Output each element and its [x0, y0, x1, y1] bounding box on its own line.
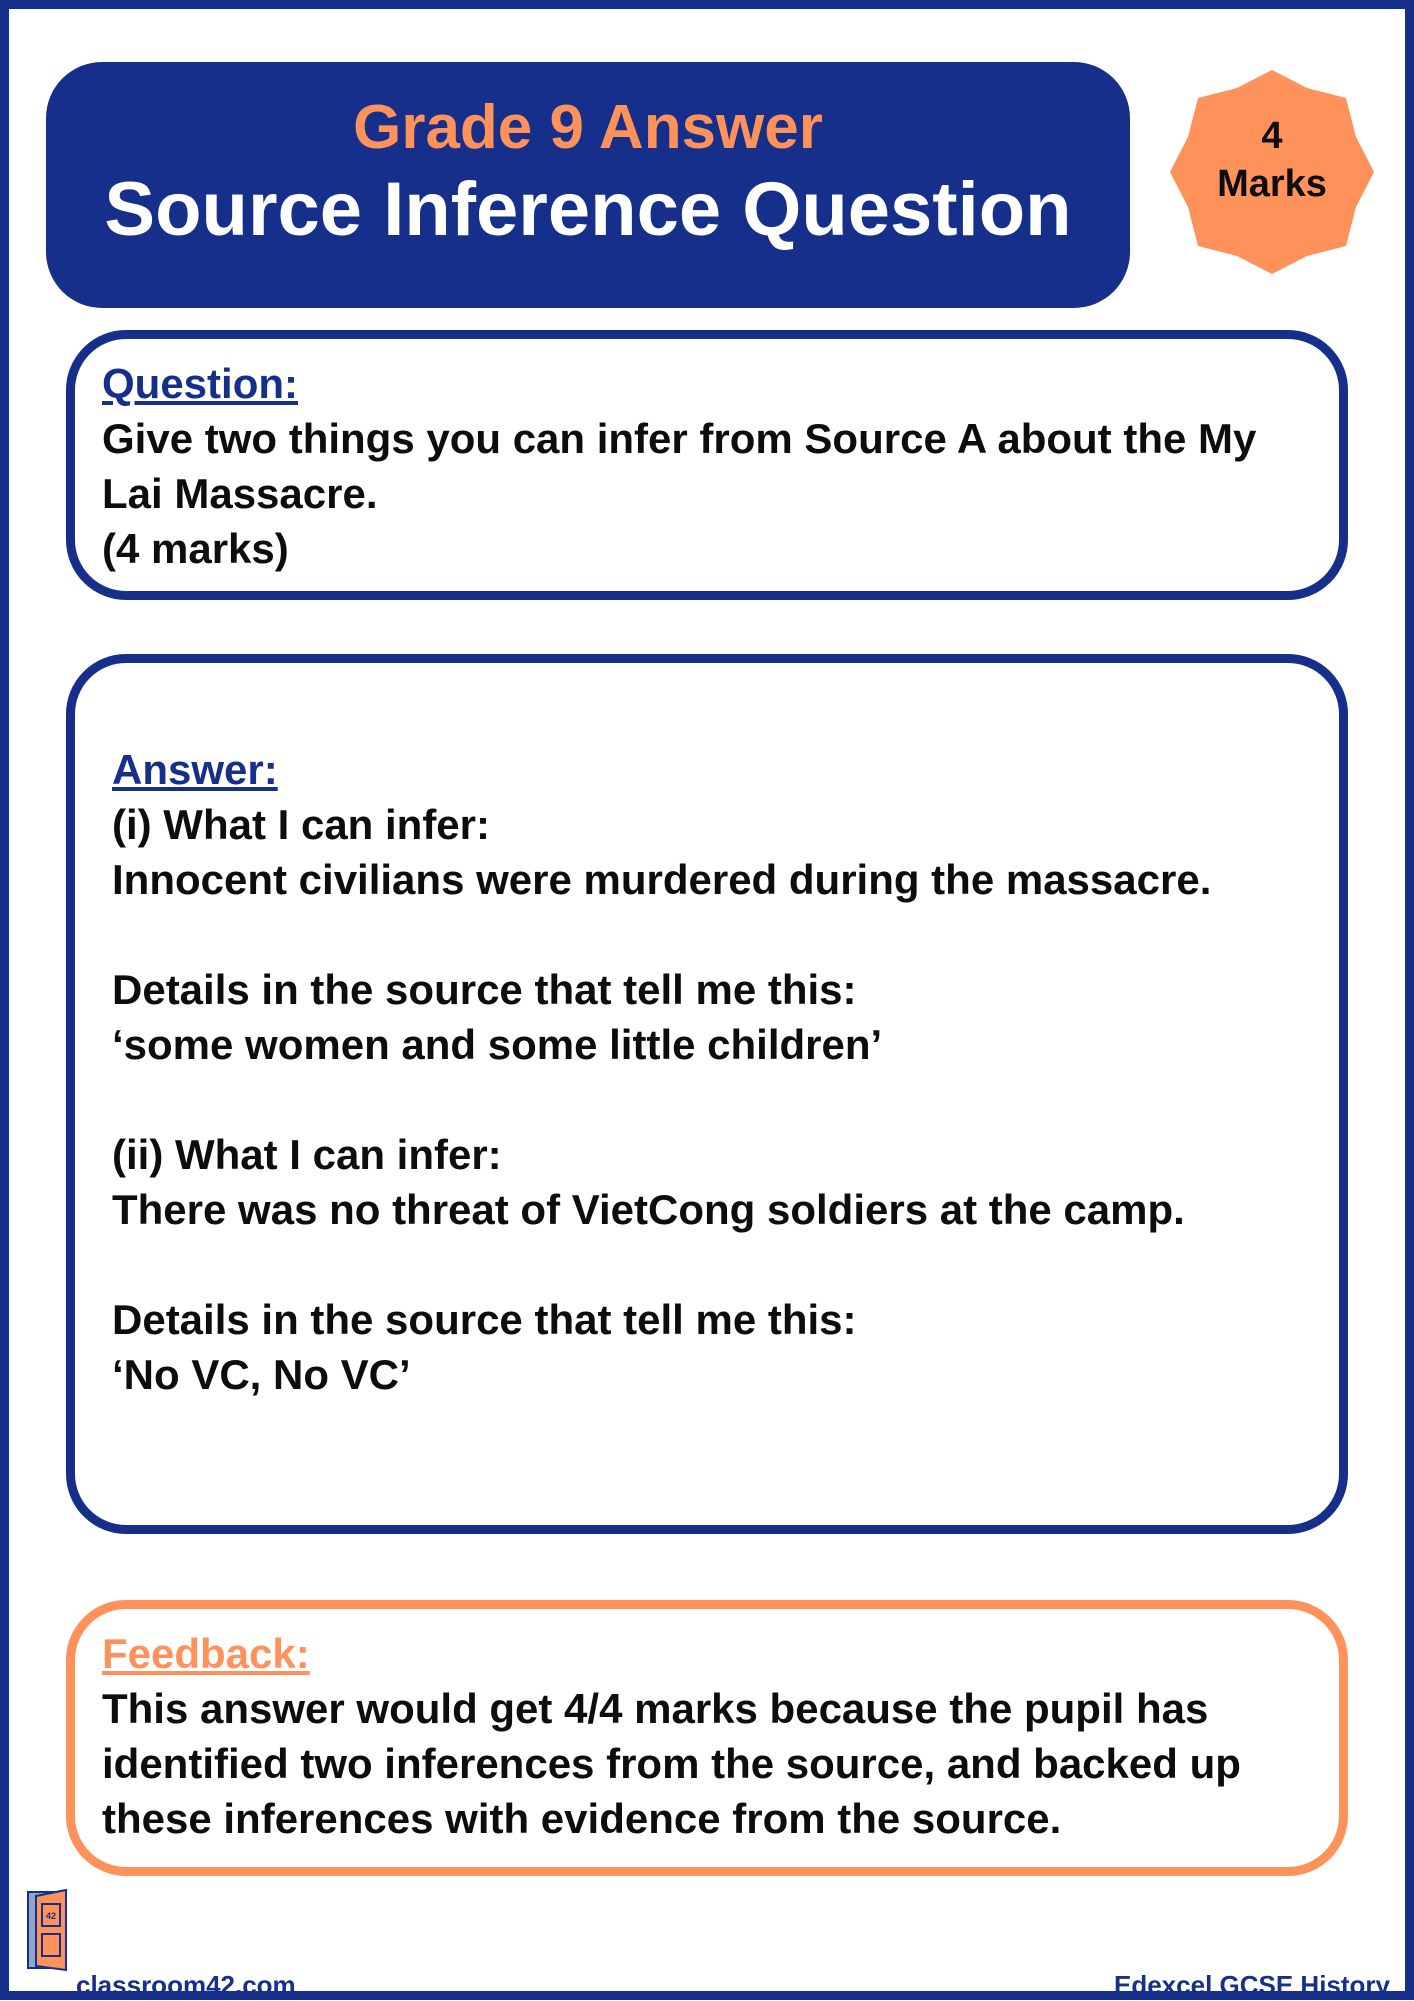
- details-heading-2: Details in the source that tell me this:: [112, 1296, 857, 1343]
- page-subtitle: Grade 9 Answer: [353, 93, 823, 162]
- details-quote-2: ‘No VC, No VC’: [112, 1351, 411, 1398]
- feedback-box: [66, 1600, 1348, 1876]
- inference-1: Innocent civilians were murdered during the massacre.: [112, 856, 1212, 903]
- inference-2: There was no threat of VietCong soldiers at the camp.: [112, 1186, 1185, 1233]
- marks-number: 4: [1261, 115, 1283, 157]
- classroom-door-logo-icon: [26, 1888, 72, 1972]
- answer-box: [66, 654, 1348, 1534]
- question-label: Question:: [102, 360, 298, 407]
- marks-label: Marks: [1217, 163, 1327, 205]
- answer-label: Answer:: [112, 746, 278, 793]
- question-marks: (4 marks): [102, 525, 289, 572]
- infer-heading-2: (ii) What I can infer:: [112, 1131, 502, 1178]
- website-link[interactable]: classroom42.com: [76, 1970, 296, 2000]
- feedback-text: This answer would get 4/4 marks because the pupil has identified two inferences from the source, and backed up these inferences with evidence from the source.: [102, 1685, 1241, 1842]
- feedback-label: Feedback:: [102, 1630, 310, 1677]
- question-box: [66, 330, 1348, 600]
- infer-heading-1: (i) What I can infer:: [112, 801, 490, 848]
- title-banner: [46, 62, 1130, 308]
- details-heading-1: Details in the source that tell me this:: [112, 966, 857, 1013]
- details-quote-1: ‘some women and some little children’: [112, 1021, 883, 1068]
- question-text: Give two things you can infer from Source A about the My Lai Massacre.: [102, 415, 1257, 517]
- course-name: Edexcel GCSE History: [1114, 1970, 1390, 2000]
- logo-number: 42: [45, 1911, 57, 1921]
- page-title: Source Inference Question: [104, 167, 1072, 252]
- marks-badge: [1166, 66, 1378, 278]
